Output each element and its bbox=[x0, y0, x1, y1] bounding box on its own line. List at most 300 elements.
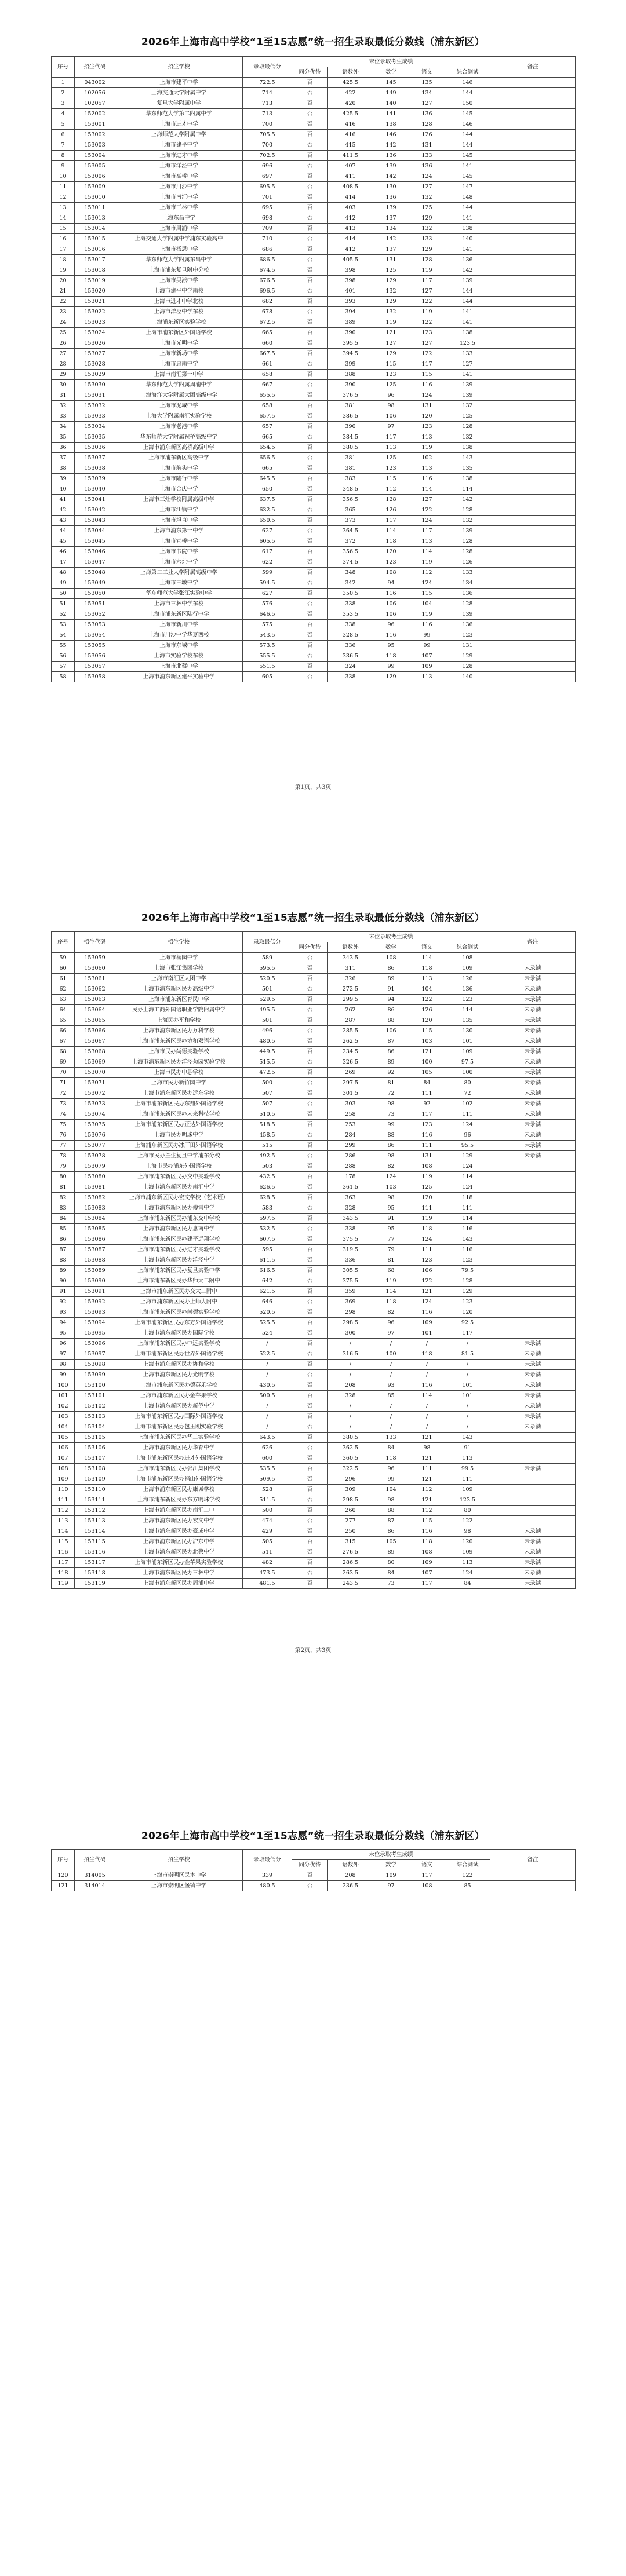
cell-composite: 253 bbox=[328, 1120, 373, 1130]
cell-school: 上海市进才中学 bbox=[115, 119, 243, 130]
cell-school: 上海市浦东新区民办宏文中学 bbox=[115, 1516, 243, 1526]
cell-school: 上海市南汇区大团中学 bbox=[115, 974, 243, 984]
cell-composite: 338 bbox=[328, 1224, 373, 1234]
cell-remark bbox=[490, 1193, 576, 1203]
cell-comprehensive: 135 bbox=[445, 1015, 490, 1026]
cell-school: 上海市浦东新区民办协和双语学校 bbox=[115, 1036, 243, 1047]
table-row bbox=[52, 1141, 576, 1151]
cell-priority: 否 bbox=[292, 1516, 328, 1526]
cell-priority: 否 bbox=[292, 255, 328, 265]
cell-remark: 未录满 bbox=[490, 984, 576, 995]
cell-composite: 398 bbox=[328, 265, 373, 276]
table-row bbox=[52, 1558, 576, 1568]
cell-priority: 否 bbox=[292, 1474, 328, 1485]
cell-code: 153016 bbox=[75, 244, 115, 255]
cell-remark bbox=[490, 88, 576, 98]
cell-school: 上海市浦东新区民办华师大二附中 bbox=[115, 1276, 243, 1287]
cell-comprehensive: 128 bbox=[445, 547, 490, 557]
cell-chinese: / bbox=[409, 1412, 445, 1422]
cell-priority: 否 bbox=[292, 1370, 328, 1380]
cell-min-score: 500 bbox=[243, 1506, 292, 1516]
table-row bbox=[52, 547, 576, 557]
cell-school: 上海市浦东新区民办惠南中学 bbox=[115, 1224, 243, 1234]
cell-priority: 否 bbox=[292, 516, 328, 526]
cell-math: 127 bbox=[373, 338, 409, 349]
header-chinese: 语文 bbox=[409, 1860, 445, 1870]
cell-code: 102056 bbox=[75, 88, 115, 98]
cell-code: 153024 bbox=[75, 328, 115, 338]
cell-code: 153057 bbox=[75, 662, 115, 672]
cell-composite: 381 bbox=[328, 401, 373, 411]
table-row bbox=[52, 578, 576, 589]
cell-priority: 否 bbox=[292, 1412, 328, 1422]
cell-min-score: / bbox=[243, 1401, 292, 1412]
cell-min-score: 511 bbox=[243, 1547, 292, 1558]
cell-chinese: 113 bbox=[409, 432, 445, 443]
cell-remark bbox=[490, 1453, 576, 1464]
cell-seq: 107 bbox=[52, 1453, 75, 1464]
cell-math: 129 bbox=[373, 297, 409, 307]
cell-min-score: 573.5 bbox=[243, 641, 292, 651]
cell-composite: 305.5 bbox=[328, 1266, 373, 1276]
cell-chinese: 127 bbox=[409, 495, 445, 505]
cell-composite: 343.5 bbox=[328, 953, 373, 963]
cell-min-score: 474 bbox=[243, 1516, 292, 1526]
cell-min-score: 599 bbox=[243, 568, 292, 578]
cell-chinese: 125 bbox=[409, 1182, 445, 1193]
cell-composite: 208 bbox=[328, 1870, 373, 1881]
cell-chinese: / bbox=[409, 1370, 445, 1380]
cell-seq: 86 bbox=[52, 1234, 75, 1245]
table-row bbox=[52, 1443, 576, 1453]
cell-min-score: 705.5 bbox=[243, 130, 292, 140]
cell-code: 153061 bbox=[75, 974, 115, 984]
cell-min-score: 518.5 bbox=[243, 1120, 292, 1130]
cell-composite: 287 bbox=[328, 1015, 373, 1026]
cell-composite: 389 bbox=[328, 317, 373, 328]
table-row bbox=[52, 484, 576, 495]
cell-remark bbox=[490, 1287, 576, 1297]
cell-composite: 301.5 bbox=[328, 1088, 373, 1099]
cell-min-score: 700 bbox=[243, 119, 292, 130]
cell-comprehensive: 147 bbox=[445, 182, 490, 192]
cell-seq: 15 bbox=[52, 224, 75, 234]
cell-seq: 85 bbox=[52, 1224, 75, 1234]
cell-remark: 未录满 bbox=[490, 1130, 576, 1141]
cell-code: 153111 bbox=[75, 1495, 115, 1506]
cell-composite: 296 bbox=[328, 1474, 373, 1485]
cell-code: 153098 bbox=[75, 1360, 115, 1370]
cell-school: 上海师范大学附属中学 bbox=[115, 130, 243, 140]
cell-seq: 16 bbox=[52, 234, 75, 244]
table-row bbox=[52, 203, 576, 213]
cell-remark: 未录满 bbox=[490, 1088, 576, 1099]
cell-school: 上海市高桥中学 bbox=[115, 171, 243, 182]
cell-code: 153051 bbox=[75, 599, 115, 609]
cell-comprehensive: 128 bbox=[445, 662, 490, 672]
cell-chinese: 104 bbox=[409, 984, 445, 995]
cell-code: 153113 bbox=[75, 1516, 115, 1526]
cell-math: 89 bbox=[373, 1547, 409, 1558]
cell-priority: 否 bbox=[292, 1287, 328, 1297]
cell-min-score: 551.5 bbox=[243, 662, 292, 672]
cell-school: 上海市浦东新区民办进才外国语学校 bbox=[115, 1453, 243, 1464]
cell-composite: 390 bbox=[328, 422, 373, 432]
cell-school: 上海市浦东新区民办金苹果学校 bbox=[115, 1391, 243, 1401]
cell-seq: 82 bbox=[52, 1193, 75, 1203]
cell-comprehensive: 109 bbox=[445, 1485, 490, 1495]
cell-chinese: 113 bbox=[409, 672, 445, 682]
cell-min-score: 702.5 bbox=[243, 151, 292, 161]
cell-chinese: 116 bbox=[409, 380, 445, 390]
cell-seq: 70 bbox=[52, 1068, 75, 1078]
table-row bbox=[52, 307, 576, 317]
cell-seq: 3 bbox=[52, 98, 75, 109]
cell-math: 125 bbox=[373, 380, 409, 390]
table-row bbox=[52, 432, 576, 443]
cell-comprehensive: 132 bbox=[445, 516, 490, 526]
cell-comprehensive: 129 bbox=[445, 651, 490, 662]
cell-chinese: 111 bbox=[409, 1088, 445, 1099]
cell-code: 043002 bbox=[75, 78, 115, 88]
cell-min-score: 713 bbox=[243, 98, 292, 109]
cell-remark: 未录满 bbox=[490, 1120, 576, 1130]
cell-composite: 262 bbox=[328, 1005, 373, 1015]
cell-math: 108 bbox=[373, 953, 409, 963]
table-row bbox=[52, 317, 576, 328]
cell-min-score: 532.5 bbox=[243, 1224, 292, 1234]
cell-seq: 50 bbox=[52, 589, 75, 599]
cell-priority: 否 bbox=[292, 161, 328, 171]
cell-code: 153070 bbox=[75, 1068, 115, 1078]
cell-code: 153027 bbox=[75, 349, 115, 359]
table-row bbox=[52, 359, 576, 370]
table-body bbox=[52, 1870, 576, 1891]
cell-school: 上海市浦东新区民办新侨中学 bbox=[115, 1401, 243, 1412]
cell-school: 上海市浦东新区民办周浦中学 bbox=[115, 1579, 243, 1589]
cell-composite: 398 bbox=[328, 276, 373, 286]
cell-min-score: 507 bbox=[243, 1099, 292, 1109]
cell-chinese: 128 bbox=[409, 119, 445, 130]
cell-remark bbox=[490, 463, 576, 474]
cell-comprehensive: 123 bbox=[445, 995, 490, 1005]
cell-comprehensive: 98 bbox=[445, 1526, 490, 1537]
cell-seq: 22 bbox=[52, 297, 75, 307]
cell-min-score: 482 bbox=[243, 1558, 292, 1568]
cell-chinese: 127 bbox=[409, 338, 445, 349]
cell-min-score: 500 bbox=[243, 1078, 292, 1088]
cell-comprehensive: 138 bbox=[445, 224, 490, 234]
cell-school: 上海市浦东新区民办上师大附中 bbox=[115, 1297, 243, 1307]
cell-composite: 322.5 bbox=[328, 1464, 373, 1474]
cell-min-score: 529.5 bbox=[243, 995, 292, 1005]
cell-composite: 353.5 bbox=[328, 609, 373, 620]
cell-remark bbox=[490, 192, 576, 203]
cell-priority: 否 bbox=[292, 1297, 328, 1307]
cell-chinese: 119 bbox=[409, 1214, 445, 1224]
cell-school: 上海市川沙中学华夏西校 bbox=[115, 630, 243, 641]
cell-code: 153071 bbox=[75, 1078, 115, 1088]
cell-school: 上海市浦东新区民办豪成中学 bbox=[115, 1526, 243, 1537]
table-row bbox=[52, 98, 576, 109]
cell-min-score: 686 bbox=[243, 244, 292, 255]
cell-seq: 101 bbox=[52, 1391, 75, 1401]
cell-priority: 否 bbox=[292, 1328, 328, 1339]
cell-min-score: 429 bbox=[243, 1526, 292, 1537]
cell-code: 153018 bbox=[75, 265, 115, 276]
cell-min-score: 655.5 bbox=[243, 390, 292, 401]
cell-seq: 53 bbox=[52, 620, 75, 630]
cell-seq: 23 bbox=[52, 307, 75, 317]
cell-school: 上海市浦东新区民办傅雷中学 bbox=[115, 1203, 243, 1214]
cell-seq: 34 bbox=[52, 422, 75, 432]
cell-min-score: 700 bbox=[243, 140, 292, 151]
cell-school: 上海市三灶学校附属高级中学 bbox=[115, 495, 243, 505]
cell-composite: 356.5 bbox=[328, 547, 373, 557]
cell-school: 上海市浦东新区民办进才实验学校 bbox=[115, 1245, 243, 1255]
cell-chinese: 132 bbox=[409, 192, 445, 203]
table-row bbox=[52, 161, 576, 171]
cell-seq: 69 bbox=[52, 1057, 75, 1068]
cell-comprehensive: 114 bbox=[445, 484, 490, 495]
cell-code: 314014 bbox=[75, 1881, 115, 1891]
cell-code: 153011 bbox=[75, 203, 115, 213]
cell-chinese: 117 bbox=[409, 1109, 445, 1120]
cell-remark bbox=[490, 276, 576, 286]
cell-comprehensive: 99.5 bbox=[445, 1464, 490, 1474]
table-row bbox=[52, 1287, 576, 1297]
cell-math: 82 bbox=[373, 1307, 409, 1318]
cell-code: 153086 bbox=[75, 1234, 115, 1245]
table-row bbox=[52, 1433, 576, 1443]
cell-remark bbox=[490, 1203, 576, 1214]
cell-min-score: 605.5 bbox=[243, 536, 292, 547]
cell-chinese: 121 bbox=[409, 1287, 445, 1297]
cell-school: 上海市泥城中学 bbox=[115, 401, 243, 411]
cell-chinese: 104 bbox=[409, 599, 445, 609]
cell-composite: 376.5 bbox=[328, 390, 373, 401]
cell-min-score: 697 bbox=[243, 171, 292, 182]
cell-comprehensive: 139 bbox=[445, 609, 490, 620]
cell-seq: 64 bbox=[52, 1005, 75, 1015]
cell-chinese: 129 bbox=[409, 244, 445, 255]
cell-math: 112 bbox=[373, 484, 409, 495]
cell-comprehensive: 143 bbox=[445, 1433, 490, 1443]
table-row bbox=[52, 536, 576, 547]
cell-remark bbox=[490, 1443, 576, 1453]
table-row bbox=[52, 516, 576, 526]
cell-composite: 309 bbox=[328, 1485, 373, 1495]
cell-min-score: 642 bbox=[243, 1276, 292, 1287]
cell-remark: 未录满 bbox=[490, 1026, 576, 1036]
cell-math: 106 bbox=[373, 411, 409, 422]
cell-comprehensive: 72 bbox=[445, 1088, 490, 1099]
cell-remark bbox=[490, 495, 576, 505]
cell-priority: 否 bbox=[292, 380, 328, 390]
table-row bbox=[52, 1506, 576, 1516]
cell-math: 85 bbox=[373, 1391, 409, 1401]
cell-chinese: 119 bbox=[409, 609, 445, 620]
table-row bbox=[52, 557, 576, 568]
cell-code: 153003 bbox=[75, 140, 115, 151]
cell-school: 上海市浦东新区民办国际外国语学校 bbox=[115, 1412, 243, 1422]
cell-min-score: 458.5 bbox=[243, 1130, 292, 1141]
cell-min-score: 510.5 bbox=[243, 1109, 292, 1120]
cell-comprehensive: 124 bbox=[445, 1568, 490, 1579]
table-row bbox=[52, 1453, 576, 1464]
cell-seq: 73 bbox=[52, 1099, 75, 1109]
cell-remark bbox=[490, 1224, 576, 1234]
cell-min-score: 722.5 bbox=[243, 78, 292, 88]
header-code: 招生代码 bbox=[75, 57, 115, 78]
header-comprehensive: 综合测试 bbox=[445, 1860, 490, 1870]
cell-seq: 91 bbox=[52, 1287, 75, 1297]
cell-remark bbox=[490, 1495, 576, 1506]
cell-seq: 14 bbox=[52, 213, 75, 224]
cell-school: 上海市浦东复旦附中分校 bbox=[115, 265, 243, 276]
cell-priority: 否 bbox=[292, 244, 328, 255]
cell-composite: 407 bbox=[328, 161, 373, 171]
cell-code: 153055 bbox=[75, 641, 115, 651]
cell-code: 153064 bbox=[75, 1005, 115, 1015]
cell-math: 80 bbox=[373, 1558, 409, 1568]
cell-seq: 84 bbox=[52, 1214, 75, 1224]
cell-chinese: 98 bbox=[409, 1443, 445, 1453]
cell-priority: 否 bbox=[292, 203, 328, 213]
table-row bbox=[52, 568, 576, 578]
cell-remark: 未录满 bbox=[490, 1005, 576, 1015]
cell-chinese: 120 bbox=[409, 1015, 445, 1026]
cell-code: 153038 bbox=[75, 463, 115, 474]
cell-priority: 否 bbox=[292, 109, 328, 119]
cell-school: 上海市浦东新区民办金苹果实验学校 bbox=[115, 1558, 243, 1568]
cell-seq: 25 bbox=[52, 328, 75, 338]
cell-comprehensive: 145 bbox=[445, 109, 490, 119]
table-row bbox=[52, 974, 576, 984]
cell-seq: 118 bbox=[52, 1568, 75, 1579]
cell-remark bbox=[490, 1516, 576, 1526]
cell-min-score: 600 bbox=[243, 1453, 292, 1464]
table-row bbox=[52, 338, 576, 349]
cell-composite: 262.5 bbox=[328, 1036, 373, 1047]
cell-comprehensive: 95.5 bbox=[445, 1141, 490, 1151]
cell-chinese: 107 bbox=[409, 651, 445, 662]
cell-code: 153023 bbox=[75, 317, 115, 328]
cell-code: 153015 bbox=[75, 234, 115, 244]
cell-seq: 40 bbox=[52, 484, 75, 495]
header-seq: 序号 bbox=[52, 1850, 75, 1870]
cell-remark: 未录满 bbox=[490, 1068, 576, 1078]
cell-priority: 否 bbox=[292, 276, 328, 286]
cell-comprehensive: 80 bbox=[445, 1506, 490, 1516]
cell-seq: 58 bbox=[52, 672, 75, 682]
cell-math: 137 bbox=[373, 213, 409, 224]
cell-min-score: 515.5 bbox=[243, 1057, 292, 1068]
cell-comprehensive: 131 bbox=[445, 641, 490, 651]
cell-remark: 未录满 bbox=[490, 1380, 576, 1391]
cell-code: 153029 bbox=[75, 370, 115, 380]
cell-priority: 否 bbox=[292, 1558, 328, 1568]
cell-code: 153045 bbox=[75, 536, 115, 547]
cell-remark bbox=[490, 672, 576, 682]
cell-school: 上海市南汇中学 bbox=[115, 192, 243, 203]
cell-seq: 88 bbox=[52, 1255, 75, 1266]
cell-remark bbox=[490, 182, 576, 192]
cell-seq: 19 bbox=[52, 265, 75, 276]
cell-composite: 234.5 bbox=[328, 1047, 373, 1057]
cell-chinese: 99 bbox=[409, 630, 445, 641]
cell-math: 86 bbox=[373, 1141, 409, 1151]
cell-priority: 否 bbox=[292, 1266, 328, 1276]
cell-code: 153109 bbox=[75, 1474, 115, 1485]
cell-chinese: 122 bbox=[409, 297, 445, 307]
header-seq: 序号 bbox=[52, 932, 75, 953]
cell-priority: 否 bbox=[292, 1015, 328, 1026]
cell-seq: 90 bbox=[52, 1276, 75, 1287]
cell-min-score: 627 bbox=[243, 526, 292, 536]
cell-priority: 否 bbox=[292, 443, 328, 453]
cell-comprehensive: 128 bbox=[445, 599, 490, 609]
cell-composite: 365 bbox=[328, 505, 373, 516]
cell-math: 89 bbox=[373, 974, 409, 984]
cell-composite: 250 bbox=[328, 1526, 373, 1537]
cell-school: 上海市民办尚德实验学校 bbox=[115, 1047, 243, 1057]
cell-remark: 未录满 bbox=[490, 1099, 576, 1109]
cell-comprehensive: 142 bbox=[445, 495, 490, 505]
cell-comprehensive: 136 bbox=[445, 620, 490, 630]
cell-composite: 386.5 bbox=[328, 411, 373, 422]
cell-math: 130 bbox=[373, 182, 409, 192]
cell-chinese: 114 bbox=[409, 953, 445, 963]
cell-seq: 97 bbox=[52, 1349, 75, 1360]
cell-code: 153049 bbox=[75, 578, 115, 589]
cell-chinese: 122 bbox=[409, 349, 445, 359]
cell-remark bbox=[490, 349, 576, 359]
cell-comprehensive: 150 bbox=[445, 98, 490, 109]
cell-math: 132 bbox=[373, 286, 409, 297]
cell-remark: 未录满 bbox=[490, 1015, 576, 1026]
cell-priority: 否 bbox=[292, 1068, 328, 1078]
cell-priority: 否 bbox=[292, 495, 328, 505]
cell-remark bbox=[490, 547, 576, 557]
cell-composite: 361.5 bbox=[328, 1182, 373, 1193]
cell-math: 86 bbox=[373, 963, 409, 974]
cell-chinese: 101 bbox=[409, 1328, 445, 1339]
cell-math: 87 bbox=[373, 1036, 409, 1047]
cell-priority: 否 bbox=[292, 213, 328, 224]
cell-code: 153083 bbox=[75, 1203, 115, 1214]
cell-comprehensive: 136 bbox=[445, 255, 490, 265]
cell-comprehensive: 111 bbox=[445, 1203, 490, 1214]
cell-composite: 319.5 bbox=[328, 1245, 373, 1255]
cell-code: 153105 bbox=[75, 1433, 115, 1443]
cell-composite: 414 bbox=[328, 192, 373, 203]
cell-code: 153065 bbox=[75, 1015, 115, 1026]
cell-chinese: 135 bbox=[409, 78, 445, 88]
cell-code: 153060 bbox=[75, 963, 115, 974]
cell-chinese: 117 bbox=[409, 359, 445, 370]
table-row bbox=[52, 349, 576, 359]
cell-math: 91 bbox=[373, 1214, 409, 1224]
cell-min-score: 515 bbox=[243, 1141, 292, 1151]
cell-min-score: 575 bbox=[243, 620, 292, 630]
page-footer: 第2页，共3页 bbox=[294, 1647, 332, 1654]
cell-remark bbox=[490, 1297, 576, 1307]
cell-seq: 116 bbox=[52, 1547, 75, 1558]
cell-composite: 375.5 bbox=[328, 1276, 373, 1287]
table-row bbox=[52, 443, 576, 453]
cell-priority: 否 bbox=[292, 1307, 328, 1318]
